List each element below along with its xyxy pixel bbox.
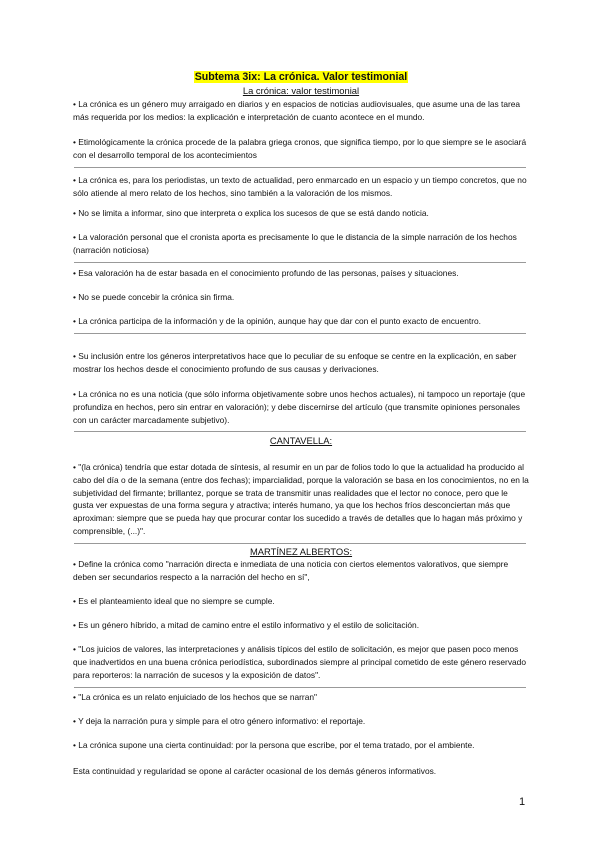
paragraph: • Es el planteamiento ideal que no siempre se cumple. (73, 596, 275, 606)
paragraph: • "La crónica es un relato enjuiciado de los hechos que se narran" (73, 692, 317, 702)
paragraph: • Su inclusión entre los géneros interpretativos hace que lo peculiar de su enfoque se centre en la explicación, en saber mostrar los hechos desde el conocimiento profundo de sus causas y derivaciones. (73, 351, 517, 374)
paragraph: • La crónica es, para los periodistas, un texto de actualidad, pero enmarcado en un espacio y un tiempo concretos, que no sólo atiende al mero relato de los hechos, sino también a la valoración de los mismos. (73, 175, 527, 198)
page-title (73, 71, 529, 83)
paragraph: • "Los juicios de valores, las interpretaciones y análisis típicos del estilo de solicitación, es mejor que pasen poco menos que inadvertidos en una buena crónica periodística, subordinados siempre al principal cometido de este género reservado para reporteros: la narración de sucesos y la exposición de datos". (73, 644, 526, 680)
paragraph: • La crónica no es una noticia (que sólo informa objetivamente sobre unos hechos actuales), ni tampoco un reportaje (que profundiza en hechos, pero sin entrar en valoración); y debe discernirse del artículo (que transmite opiniones personales con un carácter marcadamente subjetivo). (73, 389, 526, 425)
paragraph: • La valoración personal que el cronista aporta es precisamente lo que le distancia de la simple narración de los hechos (narración noticiosa) (73, 232, 517, 255)
page-number: 1 (519, 796, 526, 808)
paragraph: • Y deja la narración pura y simple para el otro género informativo: el reportaje. (73, 716, 366, 726)
paragraph: • La crónica es un género muy arraigado en diarios y en espacios de noticias audiovisuales, que asume una de las tarea más requerida por los medios: la explicación e interpretación de cuanto acontece en el mundo. (73, 99, 521, 122)
paragraph: • La crónica participa de la información y de la opinión, aunque hay que dar con el punto exacto de encuentro. (73, 316, 481, 326)
paragraph: • Etimológicamente la crónica procede de la palabra griega cronos, que significa tiempo, por lo que siempre se le asociará con el desarrollo temporal de los acontecimientos (73, 137, 527, 160)
title-text: Subtema 3ix: La crónica. Valor testimonial (194, 71, 408, 83)
paragraph: • "(la crónica) tendría que estar dotada de síntesis, al resumir en un par de folios todo lo que la actualidad ha producido al cabo del día o de la semana (entre dos fechas); imparcialidad, porque la valoración se basa en los conocimientos, no en la subjetividad del firmante; brillantez, porque se trata de transmitir unas realidades que el lector no conoce, pero que le gusta ver expuestas de una forma segura y atractiva; interés humano, ya que los hechos fríos desconciertan más que aproximan: siempre que se pueda hay que procurar contar los sucedido a través de detalles que lo hagan más próximo y comprensible, (...)". (73, 462, 529, 536)
paragraph: • No se puede concebir la crónica sin firma. (73, 292, 235, 302)
paragraph: • La crónica supone una cierta continuidad: por la persona que escribe, por el tema tratado, por el ambiente. (73, 740, 475, 750)
divider (74, 333, 526, 334)
paragraph: • No se limita a informar, sino que interpreta o explica los sucesos de que se está dando noticia. (73, 208, 429, 218)
heading-martinez-albertos: MARTÍNEZ ALBERTOS: (249, 546, 353, 557)
paragraph: • Define la crónica como "narración directa e inmediata de una noticia con ciertos elementos valorativos, que siempre deben ser secundarios respecto a la narración del hecho en sí", (73, 559, 509, 582)
divider (74, 687, 526, 688)
divider (74, 431, 526, 432)
divider (74, 262, 526, 263)
divider (74, 543, 526, 544)
heading-cantavella: CANTAVELLA: (269, 435, 333, 446)
paragraph: Esta continuidad y regularidad se opone al carácter ocasional de los demás géneros informativos. (73, 766, 437, 776)
paragraph: • Esa valoración ha de estar basada en el conocimiento profundo de las personas, países y situaciones. (73, 268, 459, 278)
section-subtitle: La crónica: valor testimonial (242, 85, 360, 96)
paragraph: • Es un género híbrido, a mitad de camino entre el estilo informativo y el estilo de solicitación. (73, 620, 420, 630)
divider (74, 167, 526, 168)
